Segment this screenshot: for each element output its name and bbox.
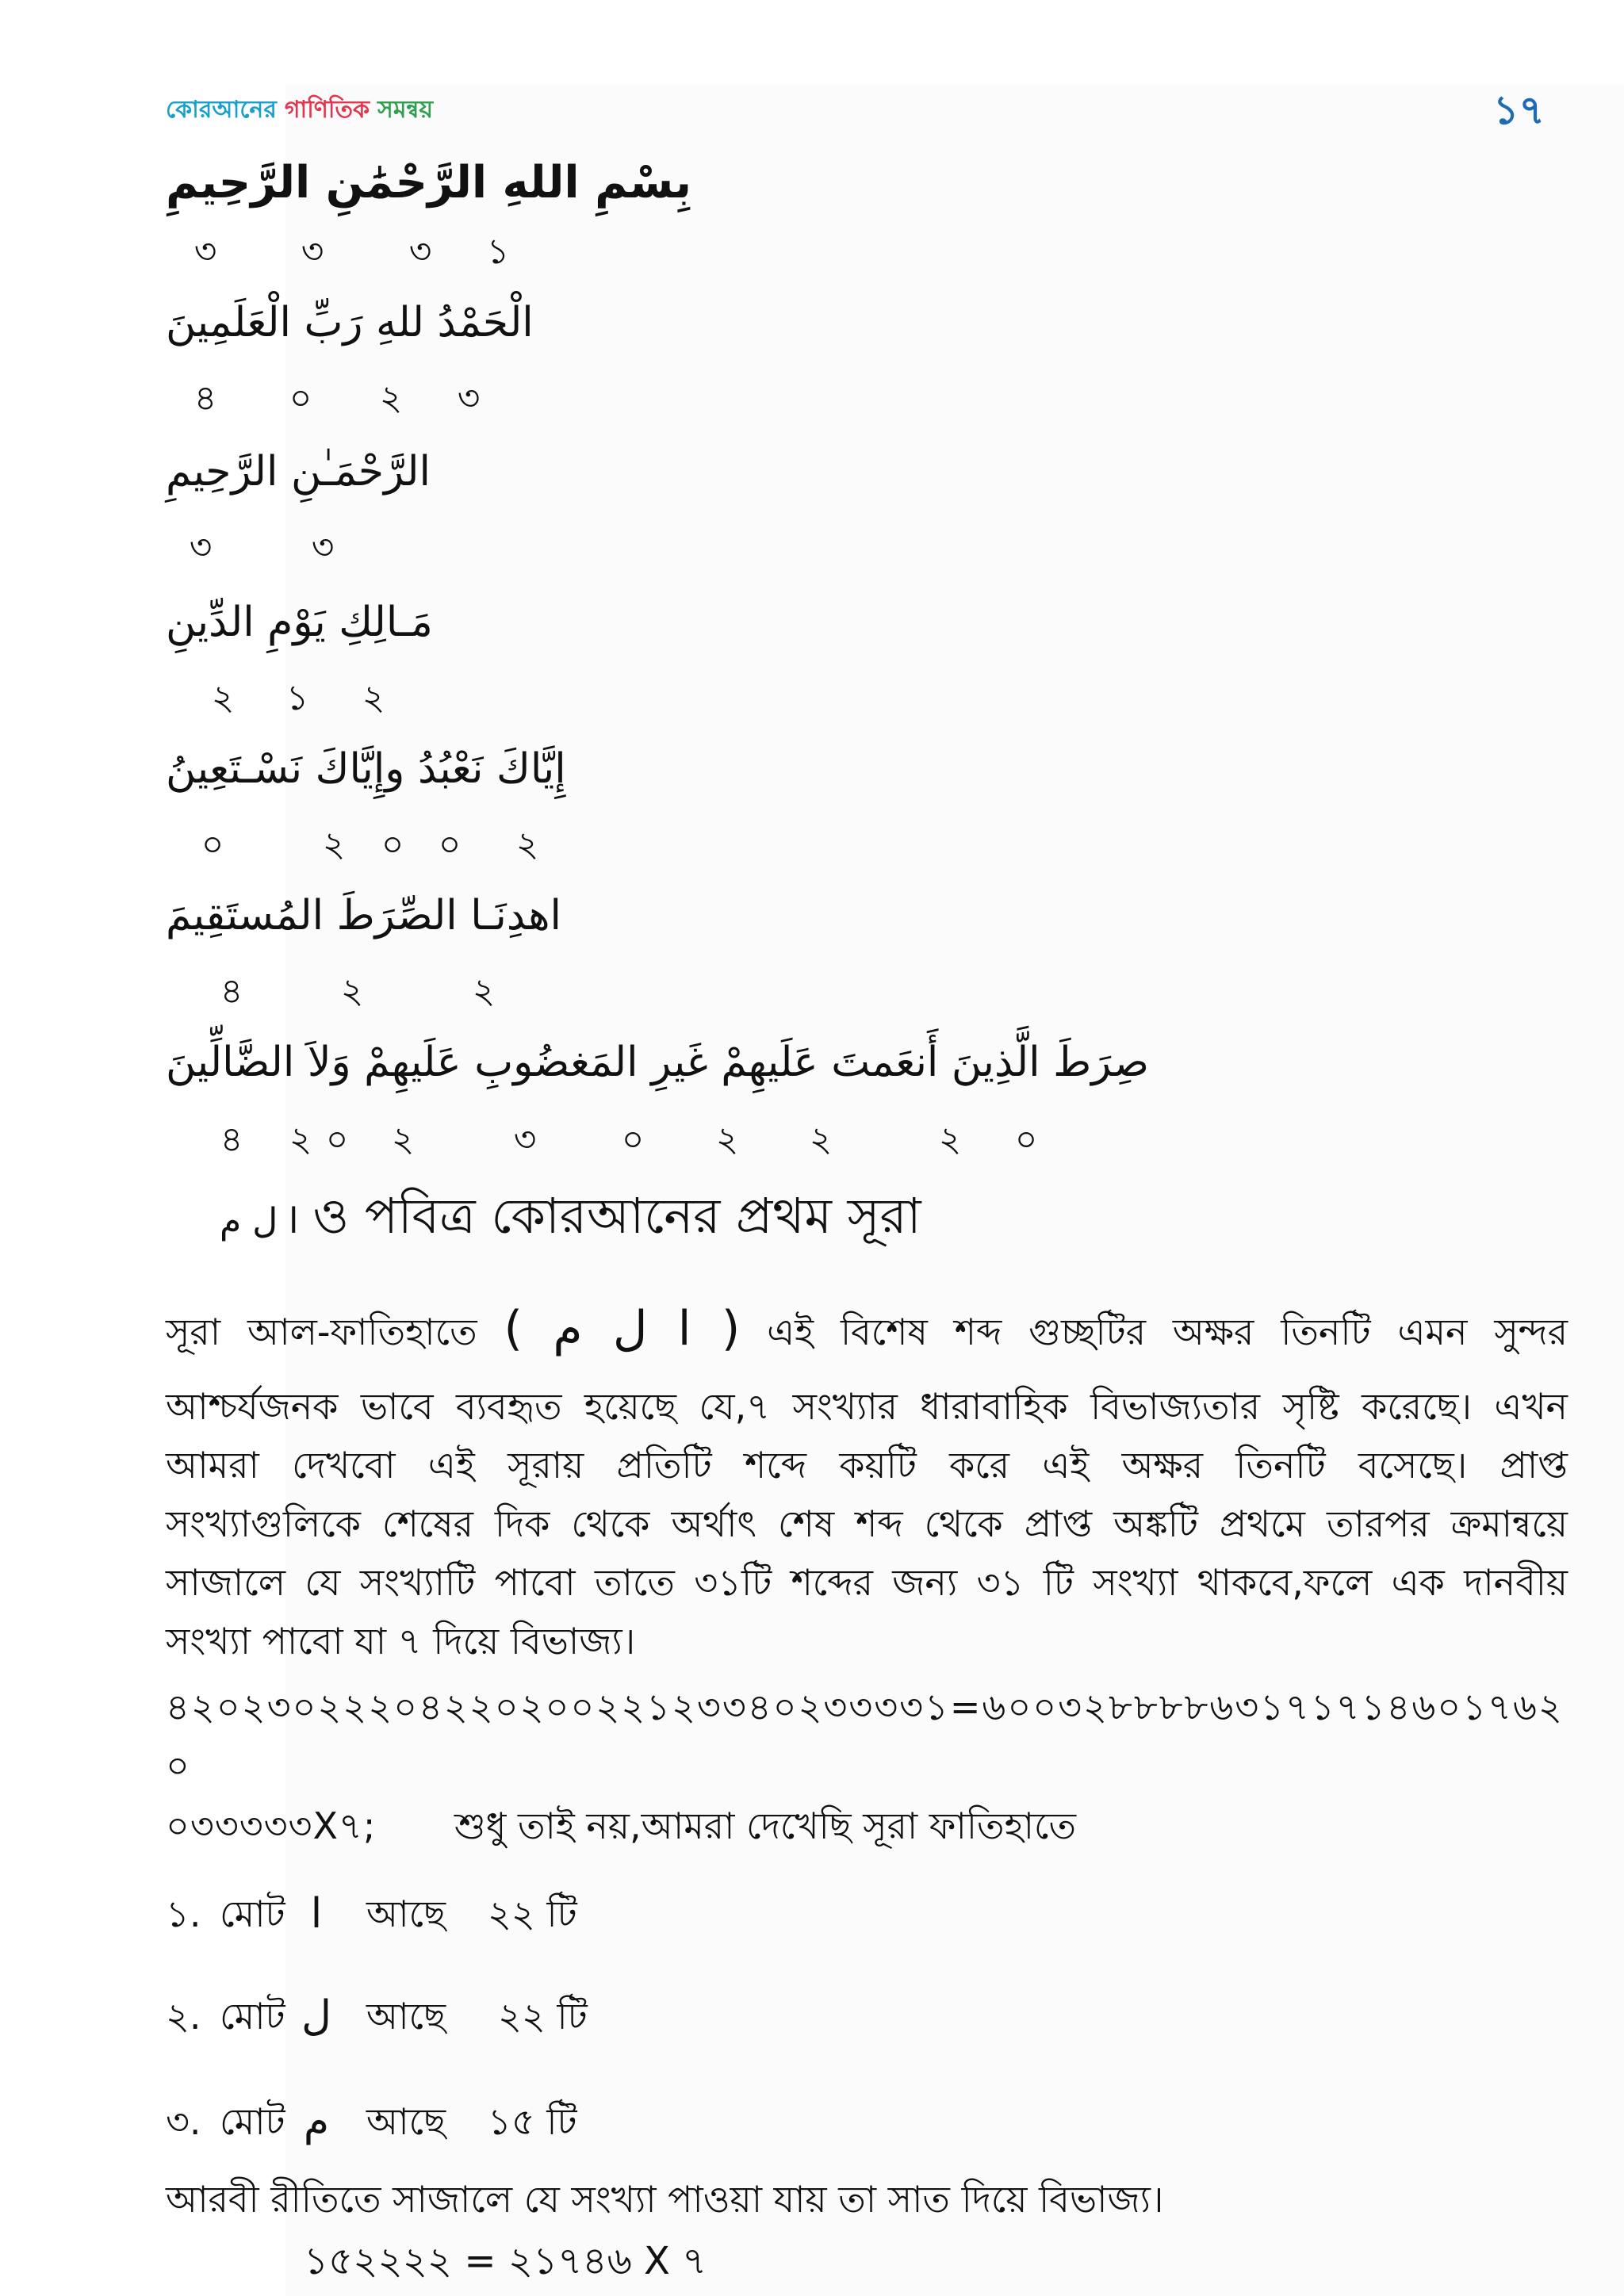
verse-6-arabic: اهدِنَـا الصِّرَطَ المُستَقِيمَ xyxy=(166,892,561,939)
verse-5-arabic: إِيَّاكَ نَعْبُدُ وإِيَّاكَ نَسْـتَعِينُ xyxy=(166,745,566,793)
count-digit: ৪ xyxy=(193,378,217,419)
count-digit: ০ xyxy=(325,1119,349,1160)
arabic-letter: ل xyxy=(301,1992,331,2040)
count-digit: ১ xyxy=(285,678,309,718)
paragraph-arabic-letters: ( ا ل م ) xyxy=(504,1301,741,1357)
header-title-part-3: সমন্বয় xyxy=(377,96,434,124)
paragraph-line xyxy=(166,1293,1568,1368)
paragraph-line-1-start: সূরা আল-ফাতিহাতে xyxy=(166,1311,477,1353)
paragraph-line: সাজালে যে সংখ্যাটি পাবো তাতে ৩১টি শব্দের জন্য ৩১ টি সংখ্যা থাকবে,ফলে এক দানবীয় xyxy=(166,1561,1568,1604)
body-text-section xyxy=(166,1181,1568,2290)
count-digit: ৪ xyxy=(220,971,243,1012)
paragraph-line: সংখ্যাগুলিকে শেষের দিক থেকে অর্থাৎ শেষ শব্দ থেকে প্রাপ্ত অঙ্কটি প্রথমে তারপর ক্রমান্বয়ে xyxy=(166,1502,1568,1545)
verse-4-word-counts xyxy=(0,675,1624,722)
division-calculation-line: ৪২০২৩০২২২০৪২২০২০০২২১২৩৩৪০২৩৩৩৩১=৬০০৩২৮৮৮৮৬৩১৭১৭১৪৬০১৭৬২০ xyxy=(166,1686,1564,1787)
page-number: ১৭ xyxy=(1493,87,1545,133)
count-digit: ৩ xyxy=(457,378,481,419)
list-label: মোট xyxy=(220,2100,285,2143)
count-digit: ২ xyxy=(322,825,346,865)
verse-2-word-counts xyxy=(0,375,1624,423)
section-heading-title: ও পবিত্র কোরআনের প্রথম সূরা xyxy=(312,1187,921,1245)
count-digit: ২ xyxy=(391,1119,415,1160)
header-title-part-2: গাণিতিক xyxy=(284,96,370,124)
count-digit: ৩ xyxy=(311,527,335,568)
verse-2-arabic: الْحَمْدُ للهِ رَبِّ الْعَلَمِينَ xyxy=(166,299,534,346)
count-digit: ২ xyxy=(472,971,496,1012)
list-label: মোট xyxy=(220,1892,285,1935)
count-digit: ০ xyxy=(381,825,404,865)
count-digit: ২ xyxy=(715,1119,739,1160)
count-digit: ২ xyxy=(340,971,364,1012)
count-digit: ২ xyxy=(379,378,403,419)
count-digit: ০ xyxy=(438,825,462,865)
count-digit: ৩ xyxy=(513,1119,537,1160)
count-digit: ২ xyxy=(289,1119,312,1160)
count-digit: ২ xyxy=(211,678,235,718)
list-verb: আছে xyxy=(366,2100,446,2143)
verse-1-word-counts xyxy=(0,228,1624,276)
count-digit: ০ xyxy=(1014,1119,1038,1160)
division-calculation-line-continued xyxy=(166,1797,1568,1855)
letter-count-row xyxy=(166,1878,1568,1950)
verse-4-arabic: مَـالِكِ يَوْمِ الدِّينِ xyxy=(166,599,433,646)
count-digit: ০ xyxy=(201,825,224,865)
division-calculation-tail: ০৩৩৩৩৩X৭; xyxy=(166,1804,377,1847)
list-verb: আছে xyxy=(366,1995,446,2038)
list-number: ২. xyxy=(166,1995,201,2038)
verse-5-word-counts xyxy=(0,821,1624,869)
final-equation: ১৫২২২২ = ২১৭৪৬ X ৭ xyxy=(304,2239,707,2283)
arabic-letter: م xyxy=(303,2098,330,2145)
letter-count-value: ২২ টি xyxy=(498,1995,588,2038)
conclusion-sentence: আরবী রীতিতে সাজালে যে সংখ্যা পাওয়া যায় তা সাত দিয়ে বিভাজ্য। xyxy=(166,2178,1164,2221)
letter-count-row xyxy=(166,2086,1568,2157)
letter-count-row xyxy=(166,1980,1568,2052)
paragraph-line-1-end: এই বিশেষ শব্দ গুচ্ছটির অক্ষর তিনটি এমন সুন্দর xyxy=(767,1311,1568,1353)
section-heading-arabic-letters: ا ل م xyxy=(220,1201,299,1242)
paragraph-line: আশ্চর্যজনক ভাবে ব্যবহৃত হয়েছে যে,৭ সংখ্যার ধারাবাহিক বিভাজ্যতার সৃষ্টি করেছে। এখন xyxy=(166,1385,1568,1428)
letter-count-value: ১৫ টি xyxy=(488,2100,577,2143)
running-header-title xyxy=(166,92,433,128)
calculation-note: শুধু তাই নয়,আমরা দেখেছি সূরা ফাতিহাতে xyxy=(454,1804,1077,1847)
verse-6-word-counts xyxy=(0,968,1624,1016)
count-digit: ০ xyxy=(289,378,312,419)
count-digit: ৩ xyxy=(193,232,217,272)
verse-3-word-counts xyxy=(0,524,1624,572)
count-digit: ২ xyxy=(362,678,385,718)
count-digit: ০ xyxy=(621,1119,645,1160)
paragraph-line: সংখ্যা পাবো যা ৭ দিয়ে বিভাজ্য। xyxy=(166,1620,636,1663)
count-digit: ৩ xyxy=(189,527,213,568)
count-digit: ২ xyxy=(809,1119,833,1160)
verse-3-arabic: الرَّحْمَـٰنِ الرَّحِيمِ xyxy=(166,448,431,496)
count-digit: ২ xyxy=(938,1119,962,1160)
list-number: ১. xyxy=(166,1892,201,1935)
count-digit: ৩ xyxy=(301,232,324,272)
count-digit: ২ xyxy=(515,825,539,865)
letter-count-value: ২২ টি xyxy=(488,1892,577,1935)
list-verb: আছে xyxy=(366,1892,446,1935)
header-title-part-1: কোরআনের xyxy=(166,96,277,124)
verse-1-arabic: بِسْمِ اللهِ الرَّحْمَٰنِ الرَّحِيمِ xyxy=(166,157,692,209)
section-heading xyxy=(166,1181,1568,1252)
verse-7-word-counts xyxy=(0,1116,1624,1164)
list-number: ৩. xyxy=(166,2100,201,2143)
count-digit: ১ xyxy=(486,232,510,272)
arabic-letter: ا xyxy=(310,1890,323,1938)
count-digit: ৩ xyxy=(408,232,432,272)
count-digit: ৪ xyxy=(220,1119,243,1160)
paragraph-line: আমরা দেখবো এই সূরায় প্রতিটি শব্দে কয়টি করে এই অক্ষর তিনটি বসেছে। প্রাপ্ত xyxy=(166,1444,1568,1487)
verse-7-arabic: صِرَطَ الَّذِينَ أَنعَمتَ عَلَيهِمْ غَيرِ المَغضُوبِ عَلَيهِمْ وَلاَ الضَّالِّينَ xyxy=(166,1039,1150,1086)
list-label: মোট xyxy=(220,1995,285,2038)
